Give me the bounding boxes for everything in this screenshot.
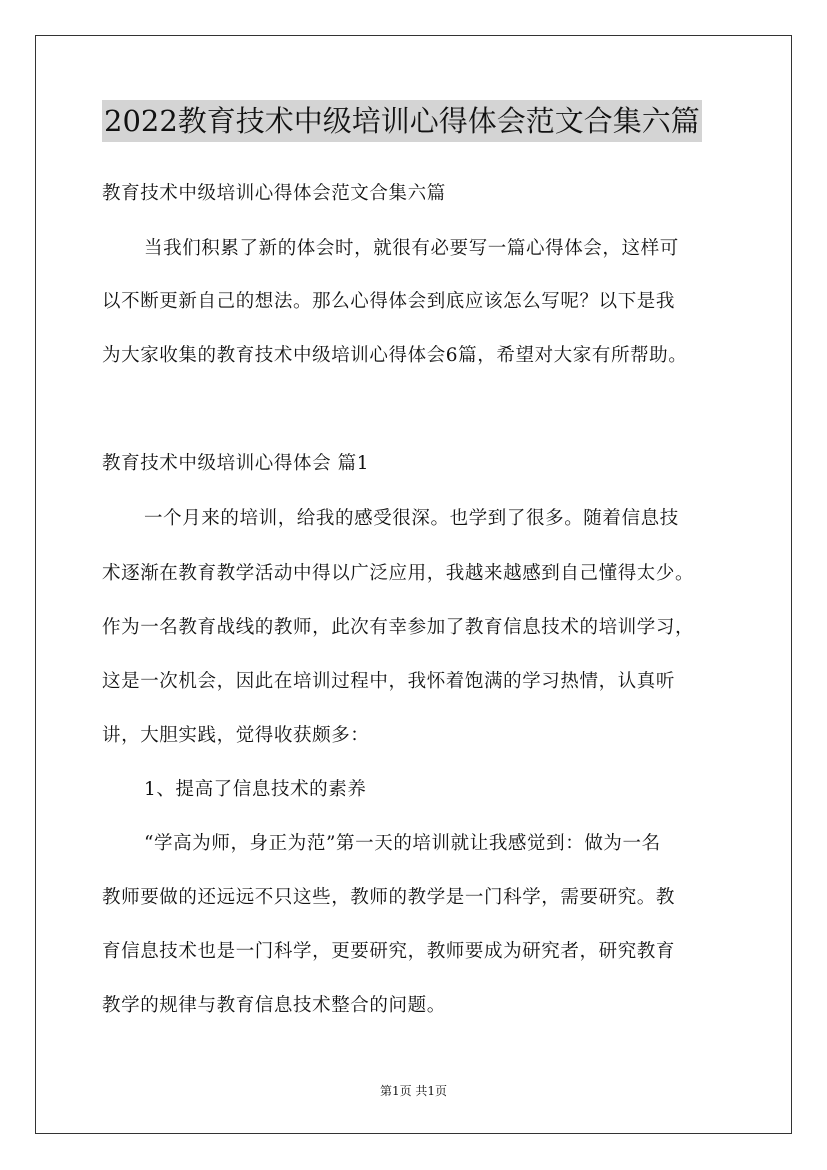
page-number-footer: 第1页 共1页 (379, 1084, 448, 1098)
document-title: 2022教育技术中级培训心得体会范文合集六篇 (102, 100, 702, 142)
para1-line-3: 作为一名教育战线的教师，此次有幸参加了教育信息技术的培训学习， (102, 617, 695, 638)
para1-line-5: 讲，大胆实践，觉得收获颇多： (102, 725, 370, 746)
document-subtitle: 教育技术中级培训心得体会范文合集六篇 (102, 183, 446, 204)
section-heading: 教育技术中级培训心得体会 篇1 (102, 453, 370, 474)
para2-line-4: 教学的规律与教育信息技术整合的问题。 (102, 995, 446, 1016)
intro-line-3: 为大家收集的教育技术中级培训心得体会6篇，希望对大家有所帮助。 (102, 345, 688, 366)
para1-line-4: 这是一次机会，因此在培训过程中，我怀着饱满的学习热情，认真听 (102, 671, 676, 692)
intro-line-1: 当我们积累了新的体会时，就很有必要写一篇心得体会，这样可 (144, 238, 679, 259)
point-1-heading: 1、提高了信息技术的素养 (144, 779, 367, 800)
intro-line-2: 以不断更新自己的想法。那么心得体会到底应该怎么写呢？以下是我 (102, 291, 676, 312)
para1-line-1: 一个月来的培训，给我的感受很深。也学到了很多。随着信息技 (144, 508, 679, 529)
para1-line-2: 术逐渐在教育教学活动中得以广泛应用，我越来越感到自己懂得太少。 (102, 563, 695, 584)
para2-line-1: “学高为师，身正为范”第一天的培训就让我感觉到：做为一名 (144, 833, 661, 854)
para2-line-2: 教师要做的还远远不只这些，教师的教学是一门科学，需要研究。教 (102, 887, 676, 908)
para2-line-3: 育信息技术也是一门科学，更要研究，教师要成为研究者，研究教育 (102, 941, 676, 962)
